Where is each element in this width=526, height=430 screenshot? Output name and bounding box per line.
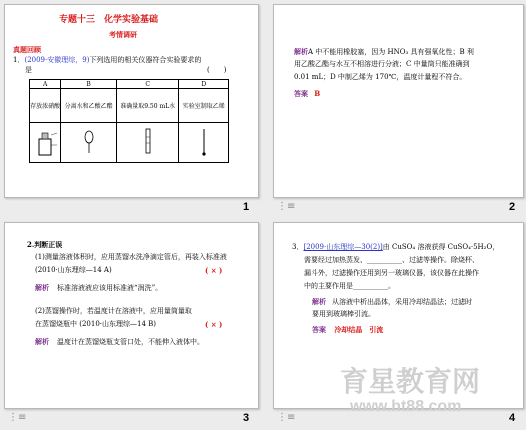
slide3-item2: (2)蒸馏操作时，若温度计在溶液中，应用量筒量取: [35, 307, 192, 315]
slide1-section: 真题回顾: [13, 45, 41, 54]
slide4-explanation-line1: 解析 从溶液中析出晶体，采用冷却结晶法；过滤时: [312, 297, 472, 306]
watermark-logo: 育星教育网: [340, 365, 481, 398]
slide-number-4: 4: [509, 412, 516, 424]
slide-thumbnail-3[interactable]: [4, 222, 259, 409]
explain-label: 解析: [312, 297, 326, 306]
slide4-question-line2: 需要经过加热蒸发、__________、过滤等操作。除烧杯、: [304, 256, 479, 264]
slide4-question-line3: 漏斗外，过滤操作还用到另一玻璃仪器，该仪器在此操作: [304, 269, 479, 277]
slide3-explanation1: 解析 标准溶液液应该用标准液“润洗”。: [35, 283, 163, 292]
slide1-question-line2: 是: [25, 66, 32, 74]
table-header-c: C: [116, 80, 179, 89]
slide-number-1: 1: [243, 201, 250, 213]
slide4-explanation-line2: 要用到玻璃棒引流。: [312, 310, 375, 318]
slide3-explanation2: 解析 温度计在蒸馏烧瓶支管口处，不能伸入液体中。: [35, 337, 204, 346]
cylinder-icon: [138, 125, 158, 159]
slide4-answer: [312, 325, 383, 335]
slide2-explanation-line2: 用乙酸乙酯与水互不相溶进行分液；C 中量筒只能准确到: [294, 60, 470, 68]
slide4-question-line4: 中的主要作用是__________。: [304, 282, 395, 290]
slide3-heading: 2.判断正误: [27, 240, 63, 249]
option-b-label: 分离水和乙酸乙酯: [61, 89, 117, 123]
slide3-mark2: ( × ): [205, 320, 223, 329]
thermometer-image: [179, 123, 229, 163]
slide3-item1: (1)测量溶液体积时，应用蒸馏水洗净滴定管后，再装入标准液: [35, 253, 227, 261]
slide3-mark1: ( × ): [205, 266, 223, 275]
slide-thumbnail-2[interactable]: [273, 4, 524, 198]
slide2-explanation-line1: 解析A 中不能用橡胶塞，因为 HNO₃ 具有强氧化性；B 利: [294, 47, 474, 56]
thermometer-icon: [194, 125, 214, 159]
option-a-label: 存放浓硝酸: [30, 89, 61, 123]
bottle-image: [30, 123, 61, 163]
slide-notes-icon-2[interactable]: ⋮≡: [277, 201, 296, 212]
slide1-question: 1．(2009·安徽理综，9)下列选用的相关仪器符合实验要求的: [13, 56, 202, 64]
separatory-funnel-image: [61, 123, 117, 163]
slide3-item1-source: (2010·山东理综—14 A): [35, 266, 112, 274]
answer-value: B: [314, 89, 321, 98]
watermark-url: www.ht88.com: [350, 398, 462, 415]
answer-value: 冷却结晶 引流: [334, 325, 384, 334]
reagent-bottle-icon: [30, 125, 60, 159]
slide4-question-line1: 3．[2009·山东理综—30(2)]由 CuSO₄ 溶液获得 CuSO₄·5H₂O，: [292, 243, 500, 251]
table-header-a: A: [30, 80, 61, 89]
explain-label: 解析: [294, 47, 308, 56]
answer-label: 答案: [312, 325, 326, 334]
slide1-subtitle: 考情调研: [109, 30, 137, 39]
funnel-icon: [79, 125, 99, 159]
answer-label: 答案: [294, 89, 308, 98]
option-d-label: 实验室制取乙烯: [179, 89, 229, 123]
slide3-item2-line2: 在蒸馏烧瓶中 (2010·山东理综—14 B): [35, 320, 157, 328]
explain-label: 解析: [35, 283, 49, 292]
explain-label: 解析: [35, 337, 49, 346]
graduated-cylinder-image: [116, 123, 179, 163]
slide-number-2: 2: [509, 201, 516, 213]
slide1-answer-paren: ( ): [207, 66, 227, 74]
options-table: [29, 79, 229, 163]
slide-number-3: 3: [243, 412, 250, 424]
slide2-answer: [294, 89, 320, 99]
slide1-title: 专题十三 化学实验基础: [59, 15, 159, 25]
question-source: [2009·山东理综—30(2)]: [303, 243, 383, 251]
question-source: (2009·安徽理综，9): [24, 56, 90, 64]
slide-notes-icon-3[interactable]: ⋮≡: [8, 412, 27, 423]
slide-notes-icon-4[interactable]: ⋮≡: [277, 412, 296, 423]
slide2-explanation-line3: 0.01 mL；D 中制乙烯为 170℃，温度计量程不符合。: [294, 73, 467, 81]
table-header-b: B: [61, 80, 117, 89]
table-header-d: D: [179, 80, 229, 89]
slide-thumbnail-1[interactable]: [4, 4, 259, 198]
option-c-label: 准确量取9.50 mL水: [116, 89, 179, 123]
